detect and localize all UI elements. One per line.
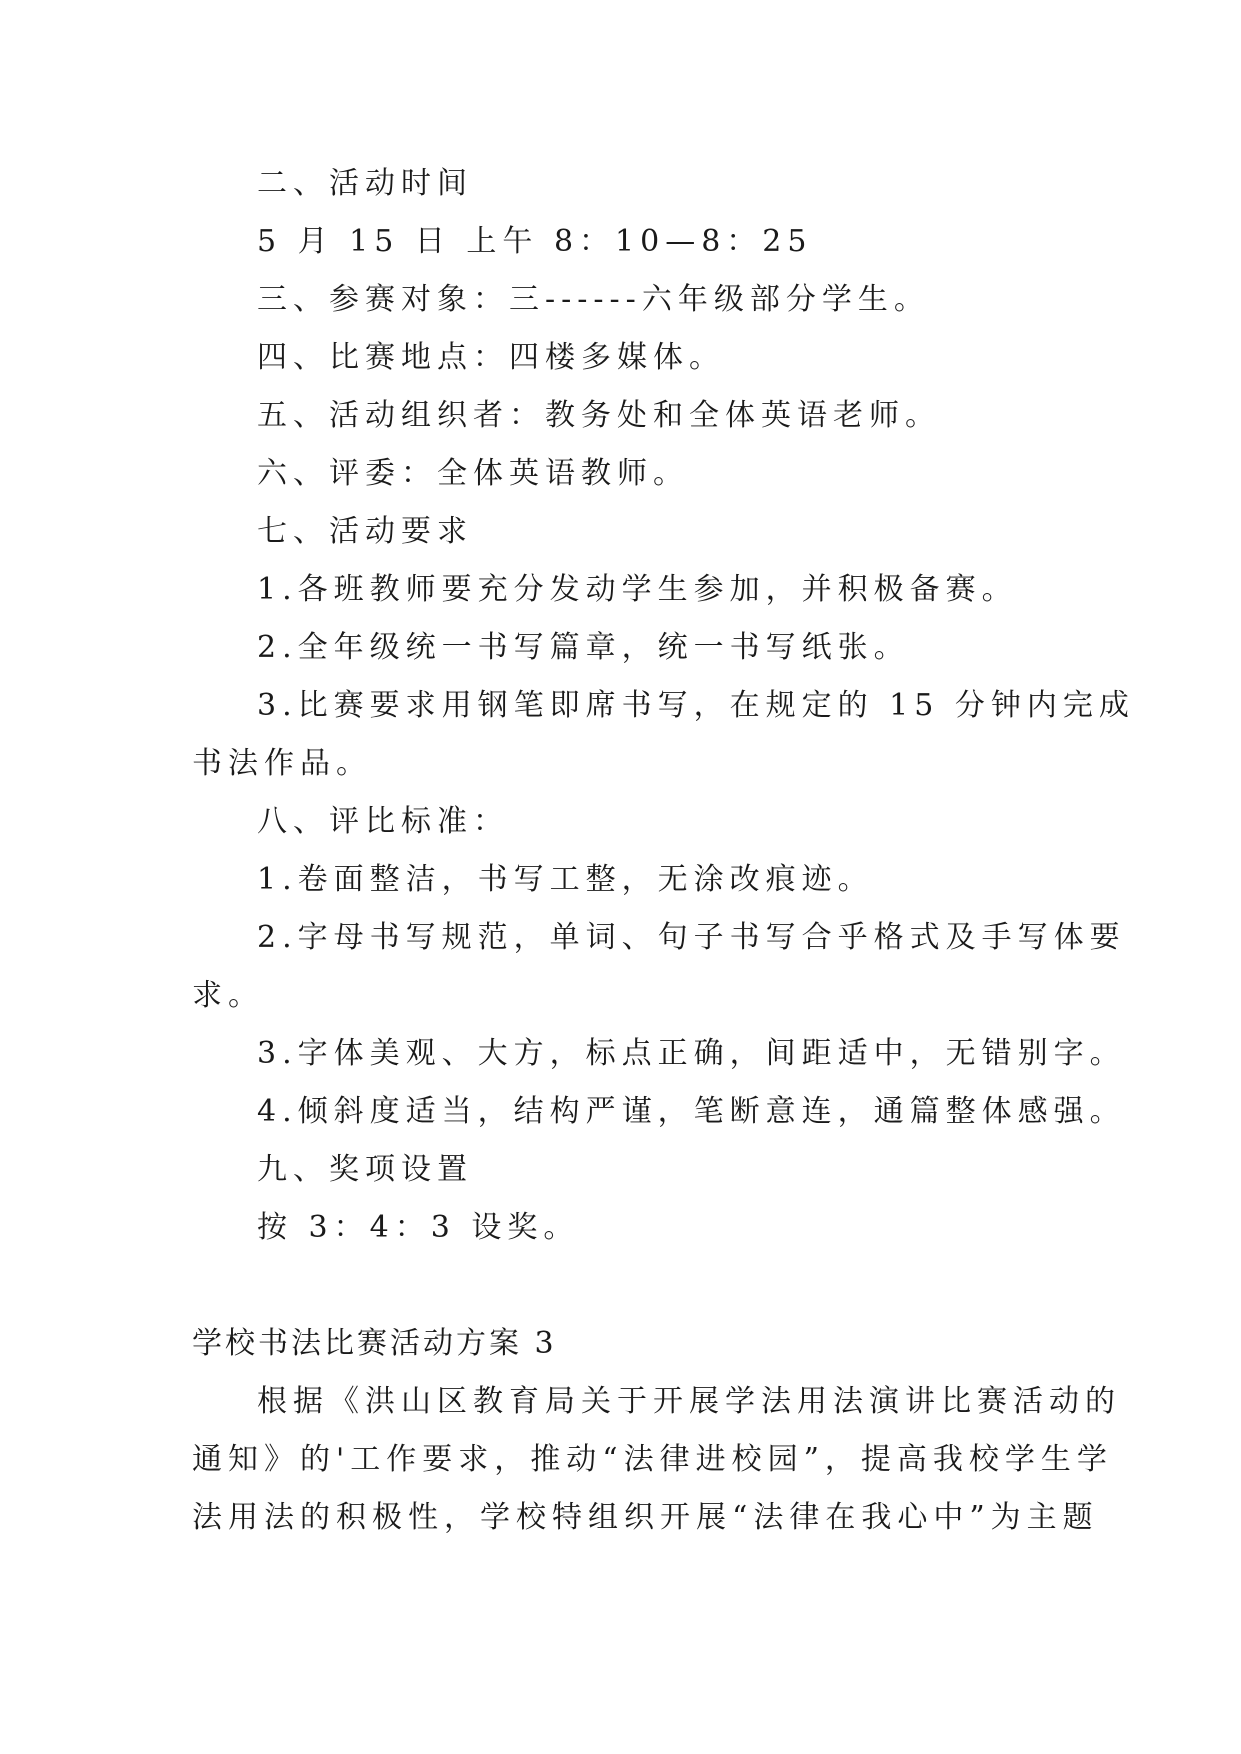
criteria-item: 3.字体美观、大方，标点正确，间距适中，无错别字。: [257, 1036, 1126, 1071]
section-heading-activity-time: 二、活动时间: [257, 166, 473, 201]
judges-text: 六、评委：全体英语教师。: [257, 456, 689, 491]
body-paragraph-line: 根据《洪山区教育局关于开展学法用法演讲比赛活动的: [257, 1384, 1121, 1419]
requirement-item: 2.全年级统一书写篇章，统一书写纸张。: [257, 630, 910, 665]
plan-title: 学校书法比赛活动方案 3: [192, 1326, 557, 1361]
awards-text: 按 3：4：3 设奖。: [257, 1210, 580, 1245]
criteria-item: 4.倾斜度适当，结构严谨，笔断意连，通篇整体感强。: [257, 1094, 1126, 1129]
participants-text: 三、参赛对象：三------六年级部分学生。: [257, 282, 930, 317]
body-paragraph-line: 通知》的'工作要求，推动“法律进校园”，提高我校学生学: [192, 1442, 1113, 1477]
activity-time-text: 5 月 15 日 上午 8：10—8：25: [257, 224, 813, 259]
requirement-item: 3.比赛要求用钢笔即席书写，在规定的 15 分钟内完成: [257, 688, 1135, 723]
body-paragraph-line: 法用法的积极性，学校特组织开展“法律在我心中”为主题: [192, 1500, 1099, 1535]
organizer-text: 五、活动组织者：教务处和全体英语老师。: [257, 398, 941, 433]
section-heading-awards: 九、奖项设置: [257, 1152, 473, 1187]
section-heading-criteria: 八、评比标准：: [257, 804, 509, 839]
requirement-item: 1.各班教师要充分发动学生参加，并积极备赛。: [257, 572, 1018, 607]
section-heading-requirements: 七、活动要求: [257, 514, 473, 549]
criteria-item: 1.卷面整洁，书写工整，无涂改痕迹。: [257, 862, 874, 897]
criteria-item: 2.字母书写规范，单词、句子书写合乎格式及手写体要: [257, 920, 1126, 955]
venue-text: 四、比赛地点：四楼多媒体。: [257, 340, 725, 375]
criteria-item-continued: 求。: [192, 978, 264, 1013]
requirement-item-continued: 书法作品。: [192, 746, 372, 781]
